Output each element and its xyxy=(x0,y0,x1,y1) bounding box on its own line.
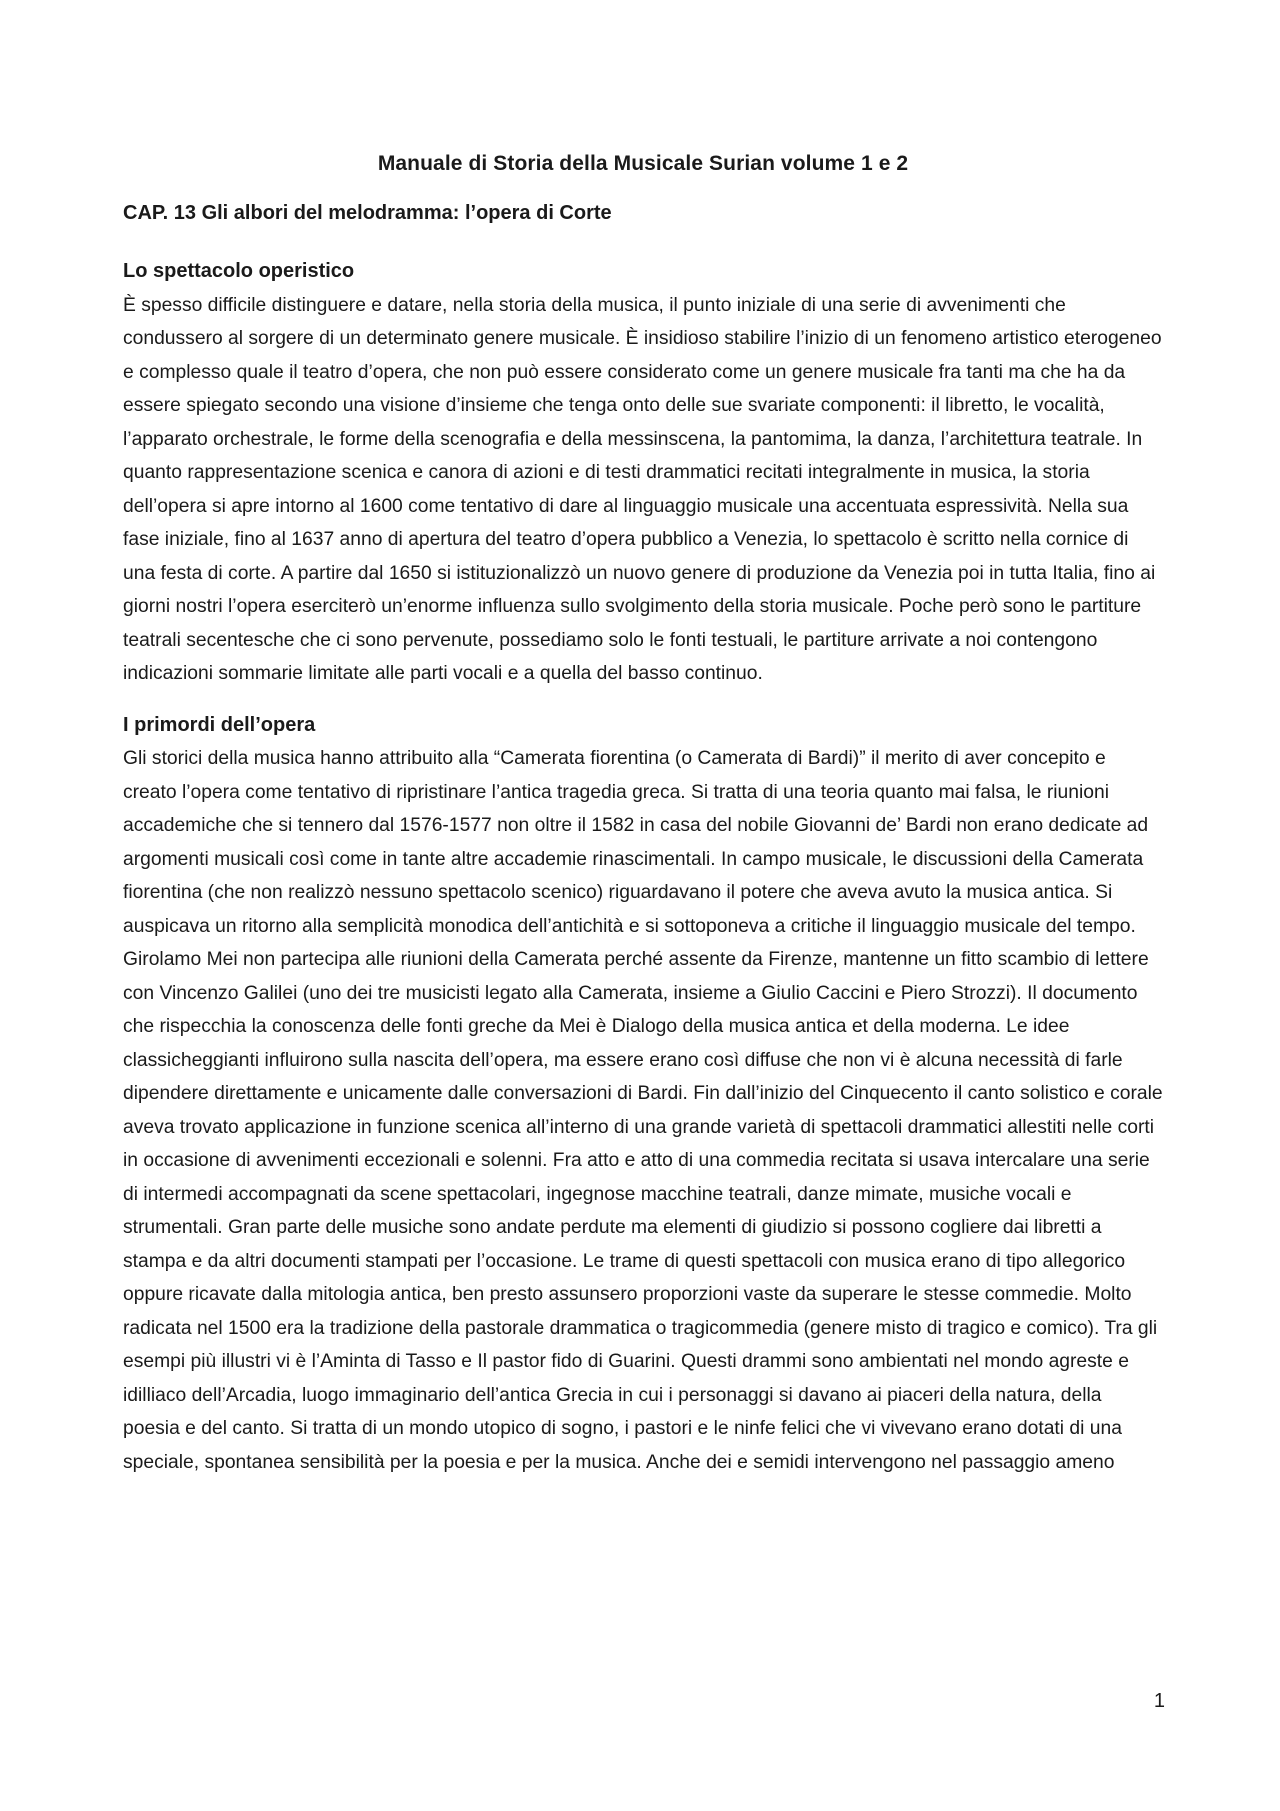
section-spettacolo-operistico xyxy=(123,255,1163,691)
section-heading: I primordi dell’opera xyxy=(123,713,316,736)
section-heading: Lo spettacolo operistico xyxy=(123,260,355,282)
chapter-heading: CAP. 13 Gli albori del melodramma: l’opera di Corte xyxy=(123,202,612,224)
document-title: Manuale di Storia della Musicale Surian volume 1 e 2 xyxy=(377,152,909,175)
section-paragraph: Gli storici della musica hanno attribuito alla “Camerata fiorentina (o Camerata di Bardi)” il merito di aver concepito e creato l’opera come tentativo di ripristinare l’antica tragedia greca. Si tratta di una teoria quanto mai falsa, le riunioni accademiche che si tennero dal 1576-1577 non oltre il 1582 in casa del nobile Giovanni de’ Bardi non erano dedicate ad argomenti musicali così come in tante altre accademie rinascimentali. In campo musicale, le discussioni della Camerata fiorentina (che non realizzò nessuno spettacolo scenico) riguardavano il potere che aveva avuto la musica antica. Si auspicava un ritorno alla semplicità monodica dell’antichità e si sottoponeva a critiche il linguaggio musicale del tempo. Girolamo Mei non partecipa alle riunioni della Camerata perché assente da Firenze, mantenne un fitto scambio di lettere con Vincenzo Galilei (uno dei tre musicisti legato alla Camerata, insieme a Giulio Caccini e Piero Strozzi). Il documento che rispecchia la conoscenza delle fonti greche da Mei è Dialogo della musica antica et della moderna. Le idee classicheggianti influirono sulla nascita dell’opera, ma essere erano così diffuse che non vi è alcuna necessità di farle dipendere direttamente e unicamente dalle conversazioni di Bardi. Fin dall’inizio del Cinquecento il canto solistico e corale aveva trovato applicazione in funzione scenica all’interno di una grande varietà di spettacoli drammatici allestiti nelle corti in occasione di avvenimenti eccezionali e solenni. Fra atto e atto di una commedia recitata si usava intercalare una serie di intermedi accompagnati da scene spettacolari, ingegnose macchine teatrali, danze mimate, musiche vocali e strumentali. Gran parte delle musiche sono andate perdute ma elementi di giudizio si possono cogliere dai libretti a stampa e da altri documenti stampati per l’occasione. Le trame di questi spettacoli con musica erano di tipo allegorico oppure ricavate dalla mitologia antica, ben presto assunsero proporzioni vaste da superare le stesse commedie. Molto radicata nel 1500 era la tradizione della pastorale drammatica o tragicommedia (genere misto di tragico e comico). Tra gli esempi più illustri vi è l’Aminta di Tasso e Il pastor fido di Guarini. Questi drammi sono ambientati nel mondo agreste e idilliaco dell’Arcadia, luogo immaginario dell’antica Grecia in cui i personaggi si davano ai piaceri della natura, della poesia e del canto. Si tratta di un mondo utopico di sogno, i pastori e le ninfe felici che vi vivevano erano dotati di una speciale, spontanea sensibilità per la poesia e per la musica. Anche dei e semidi intervengono nel passaggio ameno xyxy=(123,748,1163,1473)
section-primordi-opera xyxy=(123,709,1163,1480)
page-number: 1 xyxy=(1153,1690,1165,1712)
page-content xyxy=(123,152,1163,1497)
section-paragraph: È spesso difficile distinguere e datare, nella storia della musica, il punto iniziale di una serie di avvenimenti che condussero al sorgere di un determinato genere musicale. È insidioso stabilire l’inizio di un fenomeno artistico eterogeneo e complesso quale il teatro d’opera, che non può essere considerato come un genere musicale fra tanti ma che ha da essere spiegato secondo una visione d’insieme che tenga onto delle sue svariate componenti: il libretto, le vocalità, l’apparato orchestrale, le forme della scenografia e della messinscena, la pantomima, la danza, l’architettura teatrale. In quanto rappresentazione scenica e canora di azioni e di testi drammatici recitati integralmente in musica, la storia dell’opera si apre intorno al 1600 come tentativo di dare al linguaggio musicale una accentuata espressività. Nella sua fase iniziale, fino al 1637 anno di apertura del teatro d’opera pubblico a Venezia, lo spettacolo è scritto nella cornice di una festa di corte. A partire dal 1650 si istituzionalizzò un nuovo genere di produzione da Venezia poi in tutta Italia, fino ai giorni nostri l’opera eserciterò un’enorme influenza sullo svolgimento della storia musicale. Poche però sono le partiture teatrali secentesche che ci sono pervenute, possediamo solo le fonti testuali, le partiture arrivate a noi contengono indicazioni sommarie limitate alle parti vocali e a quella del basso continuo. xyxy=(123,294,1162,684)
